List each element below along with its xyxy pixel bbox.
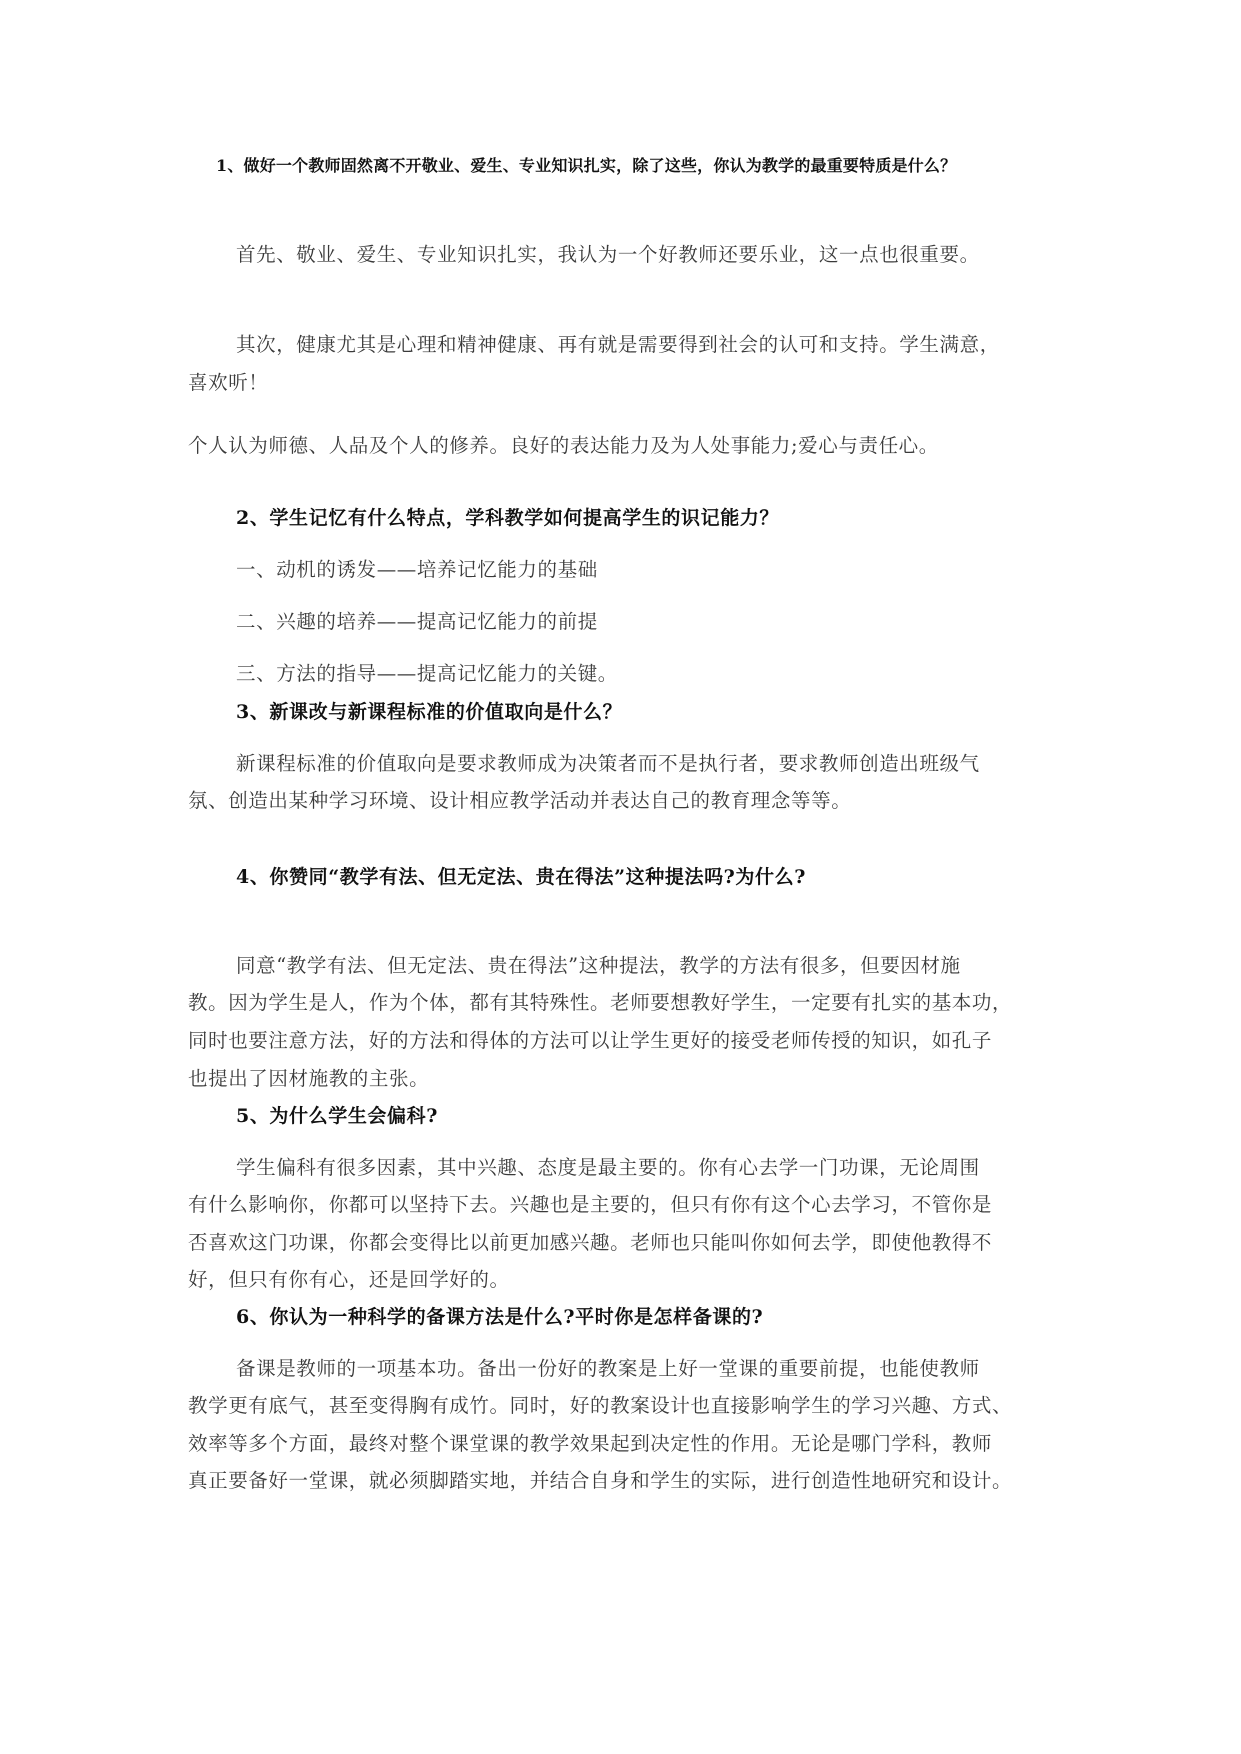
q6-answer-line-4: 真正要备好一堂课，就必须脚踏实地，并结合自身和学生的实际，进行创造性地研究和设计。 — [188, 1469, 1013, 1492]
q3-answer-line-1: 新课程标准的价值取向是要求教师成为决策者而不是执行者，要求教师创造出班级气 — [236, 752, 980, 775]
q1-answer-paragraph-3: 个人认为师德、人品及个人的修养。良好的表达能力及为人处事能力;爱心与责任心。 — [188, 434, 939, 457]
q5-answer-line-3: 否喜欢这门功课，你都会变得比以前更加感兴趣。老师也只能叫你如何去学，即使他教得不 — [188, 1231, 993, 1254]
question-5: 5、为什么学生会偏科? — [236, 1105, 438, 1127]
question-6: 6、你认为一种科学的备课方法是什么?平时你是怎样备课的? — [236, 1306, 764, 1328]
question-1: 1、做好一个教师固然离不开敬业、爱生、专业知识扎实，除了这些，你认为教学的最重要特质是什么？ — [216, 156, 957, 175]
q1-answer-paragraph-2-line-2: 喜欢听！ — [188, 371, 269, 394]
q5-answer-line-1: 学生偏科有很多因素，其中兴趣、态度是最主要的。你有心去学一门功课，无论周围 — [236, 1156, 980, 1179]
q6-answer-line-2: 教学更有底气，甚至变得胸有成竹。同时，好的教案设计也直接影响学生的学习兴趣、方式、 — [188, 1394, 1013, 1417]
question-4: 4、你赞同“教学有法、但无定法、贵在得法”这种提法吗?为什么? — [236, 866, 806, 888]
q1-answer-paragraph-2-line-1: 其次，健康尤其是心理和精神健康、再有就是需要得到社会的认可和支持。学生满意， — [236, 333, 1000, 356]
question-2: 2、学生记忆有什么特点，学科教学如何提高学生的识记能力？ — [236, 507, 780, 529]
q2-point-2: 二、兴趣的培养——提高记忆能力的前提 — [236, 610, 598, 633]
q5-answer-line-4: 好，但只有你有心，还是回学好的。 — [188, 1268, 510, 1291]
q2-point-1: 一、动机的诱发——培养记忆能力的基础 — [236, 558, 598, 581]
q6-answer-line-3: 效率等多个方面，最终对整个课堂课的教学效果起到决定性的作用。无论是哪门学科，教师 — [188, 1432, 993, 1455]
q1-answer-paragraph-1: 首先、敬业、爱生、专业知识扎实，我认为一个好教师还要乐业，这一点也很重要。 — [236, 243, 980, 266]
q5-answer-line-2: 有什么影响你，你都可以坚持下去。兴趣也是主要的，但只有你有这个心去学习，不管你是 — [188, 1193, 993, 1216]
q2-point-3: 三、方法的指导——提高记忆能力的关键。 — [236, 662, 618, 685]
q6-answer-line-1: 备课是教师的一项基本功。备出一份好的教案是上好一堂课的重要前提，也能使教师 — [236, 1357, 980, 1380]
q4-answer-line-1: 同意“教学有法、但无定法、贵在得法”这种提法，教学的方法有很多，但要因材施 — [236, 954, 961, 977]
q4-answer-line-2: 教。因为学生是人，作为个体，都有其特殊性。老师要想教好学生，一定要有扎实的基本功， — [188, 991, 1013, 1014]
q4-answer-line-4: 也提出了因材施教的主张。 — [188, 1067, 430, 1090]
question-3: 3、新课改与新课程标准的价值取向是什么？ — [236, 701, 623, 723]
q4-answer-line-3: 同时也要注意方法，好的方法和得体的方法可以让学生更好的接受老师传授的知识，如孔子 — [188, 1029, 993, 1052]
q3-answer-line-2: 氛、创造出某种学习环境、设计相应教学活动并表达自己的教育理念等等。 — [188, 789, 852, 812]
